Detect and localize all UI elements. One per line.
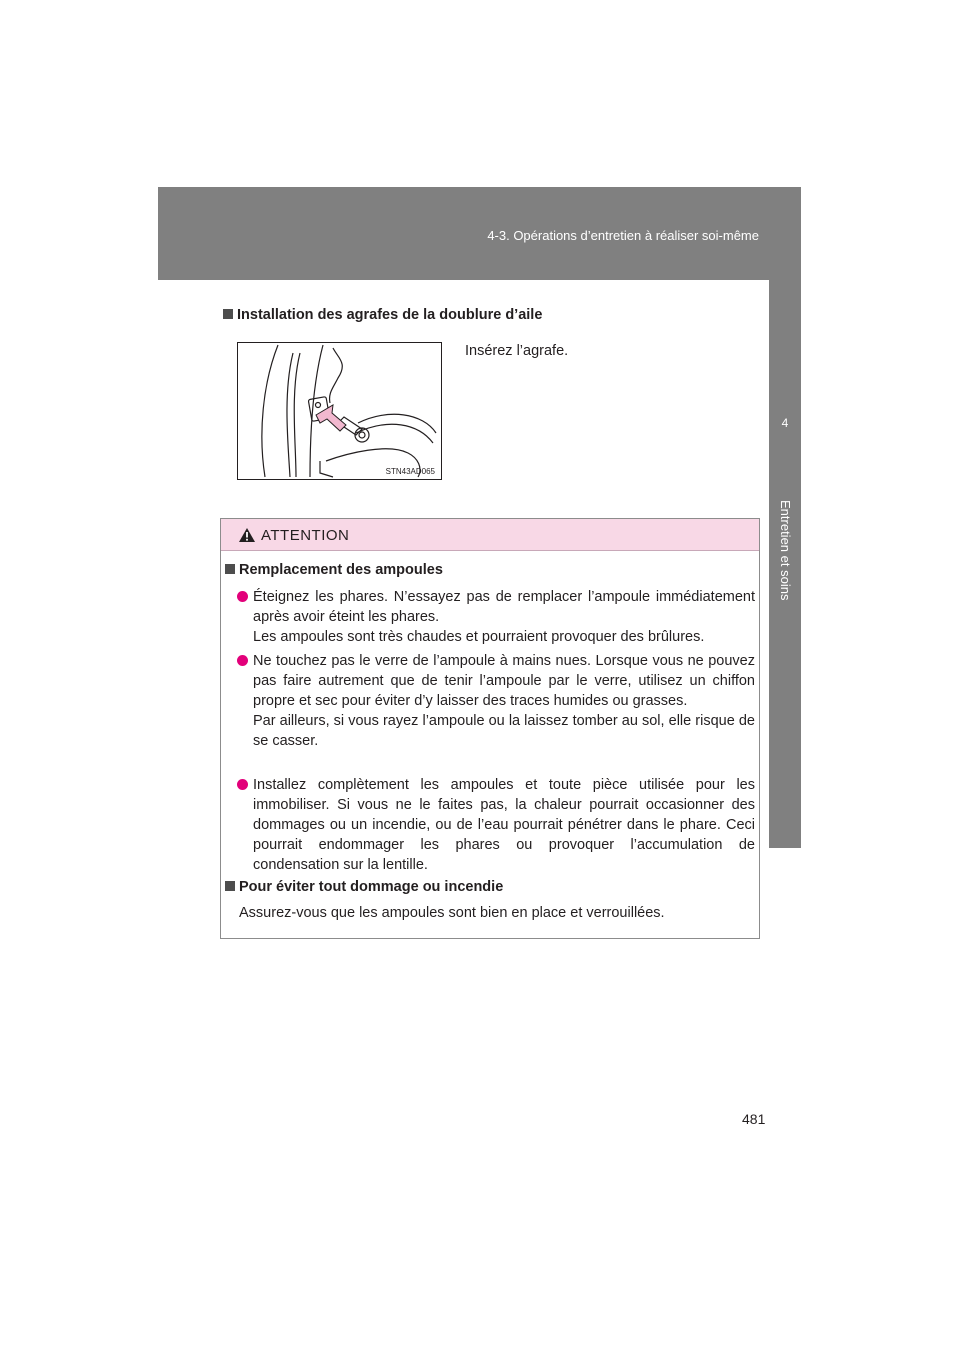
- clip-illustration: [238, 343, 441, 479]
- clip-installation-figure: [237, 342, 442, 480]
- section-title: 4-3. Opérations d’entretien à réaliser soi-même: [487, 228, 759, 243]
- page-number: 481: [742, 1111, 766, 1127]
- section-heading: [223, 307, 542, 323]
- warning-bullet: [237, 651, 757, 751]
- side-tab-spacer: [769, 280, 801, 405]
- header-band: [158, 187, 801, 280]
- warning-header: [221, 519, 759, 551]
- warning-heading-fire: [225, 879, 503, 895]
- square-bullet-icon: [225, 564, 235, 574]
- warning-box: [220, 518, 760, 939]
- warning-heading-bulbs: [225, 562, 443, 578]
- figure-code: STN43AD065: [385, 467, 435, 476]
- chapter-side-tab: [769, 405, 801, 848]
- warning-triangle-icon: [238, 527, 256, 543]
- bullet-text: Installez complètement les ampoules et toute pièce utilisée pour les immobiliser. Si vous ne le faites pas, la chaleur pourrait occasionner des dommages ou un incendie, ou de l’eau pourrait pénétrer dans le phare. Ceci pourrait endommager les phares ou provoquer l’accumulation de condensation sur la lentille.: [253, 777, 755, 873]
- warning-title: ATTENTION: [261, 527, 350, 544]
- warning-paragraph: Assurez-vous que les ampoules sont bien en place et verrouillées.: [239, 905, 665, 921]
- section-heading-text: Installation des agrafes de la doublure d’aile: [237, 307, 543, 323]
- bullet-dot-icon: [237, 779, 248, 790]
- warning-heading-bulbs-text: Remplacement des ampoules: [239, 562, 443, 578]
- warning-heading-fire-text: Pour éviter tout dommage ou incendie: [239, 879, 504, 895]
- square-bullet-icon: [225, 881, 235, 891]
- figure-caption: Insérez l’agrafe.: [465, 343, 569, 359]
- warning-bullet: [237, 775, 757, 875]
- bullet-dot-icon: [237, 655, 248, 666]
- insert-arrow-icon: [316, 405, 346, 431]
- bullet-text: Par ailleurs, si vous rayez l’ampoule ou la laissez tomber au sol, elle risque de se casser.: [253, 713, 755, 749]
- bullet-dot-icon: [237, 591, 248, 602]
- chapter-label: Entretien et soins: [778, 500, 793, 601]
- bullet-text: Ne touchez pas le verre de l’ampoule à mains nues. Lorsque vous ne pouvez pas faire autrement que de tenir l’ampoule par le verre, utilisez un chiffon propre et sec pour éviter d’y laisser des traces humides ou grasses.: [253, 653, 755, 709]
- chapter-number: 4: [781, 416, 789, 430]
- warning-bullet: [237, 587, 757, 647]
- bullet-text: Éteignez les phares. N’essayez pas de remplacer l’ampoule immédiatement après avoir éteint les phares.: [253, 589, 755, 625]
- square-bullet-icon: [223, 309, 233, 319]
- bullet-text: Les ampoules sont très chaudes et pourraient provoquer des brûlures.: [253, 629, 705, 645]
